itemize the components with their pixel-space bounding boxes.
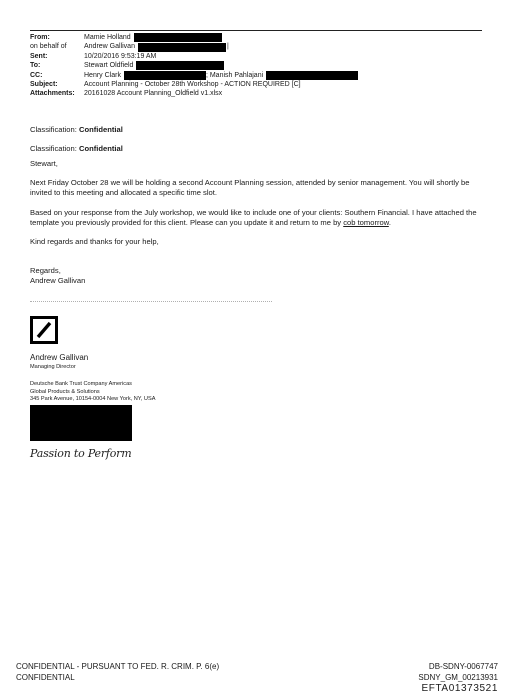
signature-division: Global Products & Solutions xyxy=(30,388,100,395)
from-label: From: xyxy=(30,34,50,41)
signature-name: Andrew Gallivan xyxy=(30,353,89,362)
from-value: Mamie Holland xyxy=(84,34,131,41)
footer-confidential-notice: CONFIDENTIAL - PURSUANT TO FED. R. CRIM. P. 6(e) xyxy=(16,662,220,671)
cc-value-2: ; Manish Pahlajani xyxy=(205,71,264,79)
greeting: Stewart, xyxy=(30,159,58,168)
paragraph-3: Kind regards and thanks for your help, xyxy=(30,237,159,246)
sent-label: Sent: xyxy=(30,52,48,60)
sent-value: 10/20/2016 9:53:19 AM xyxy=(84,52,157,60)
footer-right xyxy=(418,661,498,694)
efta-number: EFTA01373521 xyxy=(421,683,498,694)
classification-1: Classification: Confidential xyxy=(30,125,123,134)
deutsche-bank-logo-icon xyxy=(30,316,58,344)
signature-address-block xyxy=(30,381,155,404)
behalf-row: on behalf of Andrew Gallivan | xyxy=(30,43,229,51)
behalf-value: Andrew Gallivan xyxy=(84,43,135,51)
behalf-label: on behalf of xyxy=(30,43,67,51)
header-top-rule xyxy=(30,30,482,31)
from-row xyxy=(30,33,358,42)
redaction-bar xyxy=(134,33,222,42)
subject-row xyxy=(30,80,358,89)
redaction-block xyxy=(30,405,132,441)
slogan: Passion to Perform xyxy=(30,447,132,460)
signature-title: Managing Director xyxy=(30,364,76,370)
cc-value-1: Henry Clark xyxy=(84,71,121,79)
cc-row xyxy=(30,71,358,80)
classification-2: Classification: Confidential xyxy=(30,144,123,153)
signature-address: 345 Park Avenue, 10154-0004 New York, NY, USA xyxy=(30,396,156,402)
cc-label: CC: xyxy=(30,71,43,79)
closing: Regards, xyxy=(30,266,61,275)
subject-label: Subject: xyxy=(30,81,58,89)
subject-value: Account Planning - October 28th Workshop - ACTION REQUIRED [C] xyxy=(84,81,301,89)
attachments-row xyxy=(30,89,358,98)
bates-number-1: DB-SDNY-0067747 xyxy=(428,662,498,671)
to-label: To: xyxy=(30,62,41,70)
footer-left xyxy=(16,661,219,683)
bates-number-2: SDNY_GM_00213931 xyxy=(418,673,498,682)
sent-row xyxy=(30,52,358,61)
signature-company: Deutsche Bank Trust Company Americas xyxy=(30,381,132,387)
redaction-bar xyxy=(138,43,226,52)
redaction-bar xyxy=(266,71,358,80)
to-value: Stewart Oldfield xyxy=(84,62,134,70)
redaction-bar xyxy=(124,71,206,80)
email-header xyxy=(30,33,358,99)
closing-name: Andrew Gallivan xyxy=(30,276,86,285)
to-row xyxy=(30,61,358,70)
attachment-link[interactable]: 20161028 Account Planning_Oldfield v1.xlsx xyxy=(84,90,223,98)
footer-confidential: CONFIDENTIAL xyxy=(16,673,75,682)
paragraph-2: Based on your response from the July workshop, we would like to include one of your clients: Southern Financial. I have attached the template you previously provided for this client. Please can you update it and return to me by cob tomorrow. xyxy=(30,208,477,227)
paragraph-1: Next Friday October 28 we will be holding a second Account Planning session, attended by senior management. You will shortly be invited to this meeting and allocated a specific time slot. xyxy=(30,178,470,197)
attachments-label: Attachments: xyxy=(30,90,75,98)
signature-separator xyxy=(30,301,272,302)
redaction-bar xyxy=(136,61,224,70)
